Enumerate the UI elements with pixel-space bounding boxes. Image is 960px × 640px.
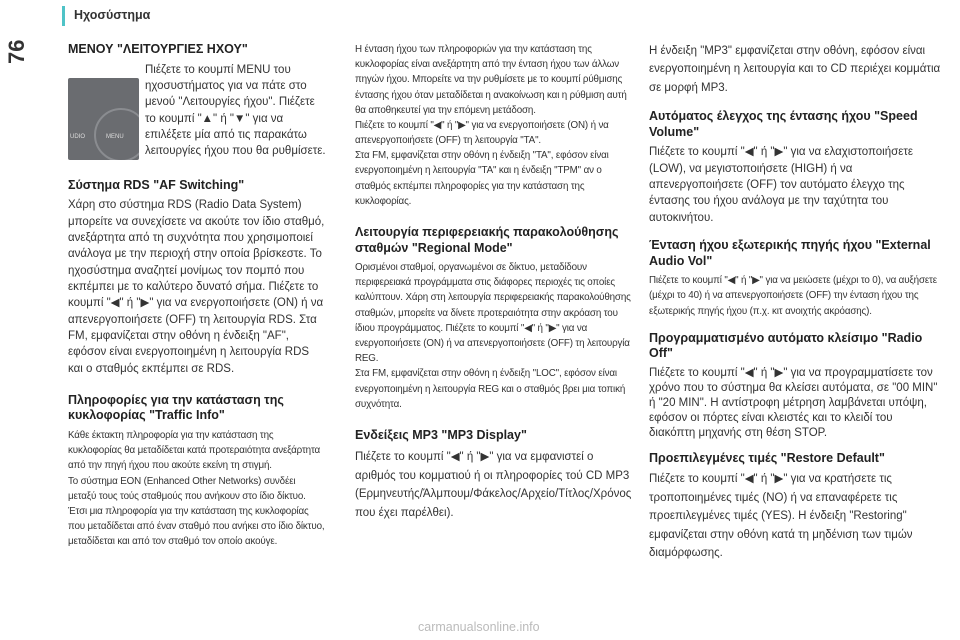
column-3 xyxy=(649,42,941,562)
column-2 xyxy=(355,42,633,522)
menu-text: Πιέζετε το κουμπί MENU του ηχοσυστήματος για να πάτε στο μενού "Λειτουργίες ήχου". Πιέζετε το κουμπί "▲" ή "▼" για να επιλέξετε μία από τις παρακάτω λειτουργίες ήχου που θα ρυθμίσετε. xyxy=(145,63,326,158)
restore-default-text: Πιέζετε το κουμπί "◀" ή "▶" για να κρατήσετε τις τροποποιημένες τιμές (NO) ή να επαναφέρετε τις προεπιλεγμένες τιμές (YES). Η ένδειξη "Restoring" εμφανίζεται στην οθόνη κατά τη μηδένιση των τιμών διαμόρφωσης. xyxy=(649,473,913,559)
regional-text: Ορισμένοι σταθμοί, οργανωμένοι σε δίκτυο, μεταδίδουν περιφερειακά προγράμματα στις διάφορες περιοχές τις οποίες καλύπτουν. Χάρη στη λειτουργία περιφερειακής παρακολούθησης σταθμών, μπορείτε να δίνετε προτεραιότητα στην ακρόαση του ίδιου προγράμματος. Πιέζετε το κουμπί "◀" ή "▶" για να ενεργοποιήσετε (ON) ή να απενεργοποιήσετε (OFF) τη λειτουργία REG. Στα FM, εμφανίζεται στην οθόνη η ένδειξη "LOC", εφόσον είναι ενεργοποιημένη η λειτουργία REG και ο σταθμός βρει μια τοπική συχνότητα. xyxy=(355,262,631,410)
mp3-continued-text: Η ένδειξη "MP3" εμφανίζεται στην οθόνη, εφόσον είναι ενεργοποιημένη η λειτουργία και το CD περιέχει κομμάτια σε μορφή MP3. xyxy=(649,45,941,94)
radio-off-heading: Προγραμματισμένο αυτόματο κλείσιμο "Radio Off" xyxy=(649,330,923,361)
traffic-text: Κάθε έκτακτη πληροφορία για την κατάσταση της κυκλοφορίας θα μεταδίδεται κατά προτεραιότητα ανεξάρτητα από την πηγή ήχου που ακούτε εκείνη τη στιγμή. Το σύστημα EON (Enhanced Other Networks) συνδέει μεταξύ τους τούς σταθμούς που ανήκουν στο ίδιο δίκτυο. Έτσι μια πληροφορία για την κατάσταση της κυκλοφορίας που μεταδίδεται από έναν σταθμό που ανήκει στο ίδιο δίκτυο, μεταδίδεται και από τον σταθμό τον οποίο ακούγε. xyxy=(68,430,325,548)
speed-volume-text: Πιέζετε το κουμπί "◀" ή "▶" για να ελαχιστοποιήσετε (LOW), να μεγιστοποιήσετε (HIGH) ή να απενεργοποιήσετε (OFF) τον αυτόματο έλεγχο της έντασης του ήχου ανάλογα με την ταχύτητα του αυτοκινήτου. xyxy=(649,146,914,224)
menu-label: MENU xyxy=(106,133,124,140)
audio-label: UDIO xyxy=(70,133,85,140)
radio-button-image xyxy=(68,78,139,160)
menu-heading: ΜΕΝΟΥ "ΛΕΙΤΟΥΡΓΙΕΣ ΗΧΟΥ" xyxy=(68,42,248,56)
column-1 xyxy=(68,42,326,549)
mp3-heading: Ενδείξεις MP3 "MP3 Display" xyxy=(355,427,527,442)
page-number: 76 xyxy=(4,39,29,64)
rds-text: Χάρη στο σύστημα RDS (Radio Data System) μπορείτε να συνεχίσετε να ακούτε τον ίδιο σταθμό, ανεξάρτητα από τη συχνότητα που χρησιμοποιεί ανάλογα με την περιοχή στην οποία βρίσκεστε. Το ηχοσύστημα αναζητεί μονίμως τον πομπό που εκπέμπει με το καλύτερο δυνατό σήμα. Πιέζετε το κουμπί "◀" ή "▶" για να ενεργοποιήσετε (ON) ή να απενεργοποιήσετε (OFF) τη λειτουργία RDS. Στα FM, εμφανίζεται στην οθόνη η ένδειξη "AF", εφόσον είναι ενεργοποιημένη η λειτουργία RDS και ο σταθμός εκπέμπει σε RDS. xyxy=(68,199,325,375)
rds-heading: Σύστημα RDS "AF Switching" xyxy=(68,177,245,192)
external-audio-text: Πιέζετε το κουμπί "◀" ή "▶" για να μειώσετε (μέχρι το 0), να αυξήσετε (μέχρι το 40) ή να απενεργοποιήσετε (OFF) την ένταση ήχου της εξωτερικής πηγής ήχου (π.χ. κιτ ανοιχτής ακρόασης). xyxy=(649,275,937,317)
header-accent-bar xyxy=(62,6,65,26)
traffic-volume-text: Η ένταση ήχου των πληροφοριών για την κατάσταση της κυκλοφορίας είναι ανεξάρτητη από την ένταση ήχου των άλλων πηγών ήχου. Μπορείτε να την ρυθμίσετε με το κουμπί ρύθμισης έντασης ήχου όταν μεταδίδεται η ανακοίνωση και η ρύθμιση αυτή θα αποθηκευτεί για την επόμενη μετάδοση. Πιέζετε το κουμπί "◀" ή "▶" για να ενεργοποιήσετε (ON) ή να απενεργοποιήσετε (OFF) τη λειτουργία "TA". Στα FM, εμφανίζεται στην οθόνη η ένδειξη "TA", εφόσον είναι ενεργοποιημένη η λειτουργία "TA" και η ένδειξη "TPM" αν ο σταθμός εκπέμπει πληροφορίες για την κατάσταση της κυκλοφορίας. xyxy=(355,44,627,207)
traffic-heading: Πληροφορίες για την κατάσταση της κυκλοφορίας "Traffic Info" xyxy=(68,392,284,423)
watermark: carmanualsonline.info xyxy=(418,620,540,634)
speed-volume-heading: Αυτόματος έλεγχος της έντασης ήχου "Speed Volume" xyxy=(649,109,918,139)
restore-default-heading: Προεπιλεγμένες τιμές "Restore Default" xyxy=(649,450,885,465)
mp3-text: Πιέζετε το κουμπί "◀" ή "▶" για να εμφανιστεί ο αριθμός του κομματιού ή οι πληροφορίες τού CD MP3 (Ερμηνευτής/Άλμπουμ/Φάκελος/Αρχείο/Τίτλος/Χρόνος που έχει παρέλθει). xyxy=(355,451,632,519)
section-title: Ηχοσύστημα xyxy=(74,8,151,22)
external-audio-heading: Ένταση ήχου εξωτερικής πηγής ήχου "External Audio Vol" xyxy=(649,238,931,268)
radio-off-text: Πιέζετε το κουμπί "◀" ή "▶" για να προγραμματίσετε τον χρόνο που το σύστημα θα κλείσει αυτόματα, σε "00 MIN" ή "20 MIN". Η αντίστροφη μέτρηση λαμβάνεται υπόψη, εφόσον οι πόρτες είναι κλειστές και το κλειδί του διακόπτη μηχανής στη θέση STOP. xyxy=(649,367,938,439)
regional-heading: Λειτουργία περιφερειακής παρακολούθησης σταθμών "Regional Mode" xyxy=(355,224,619,255)
